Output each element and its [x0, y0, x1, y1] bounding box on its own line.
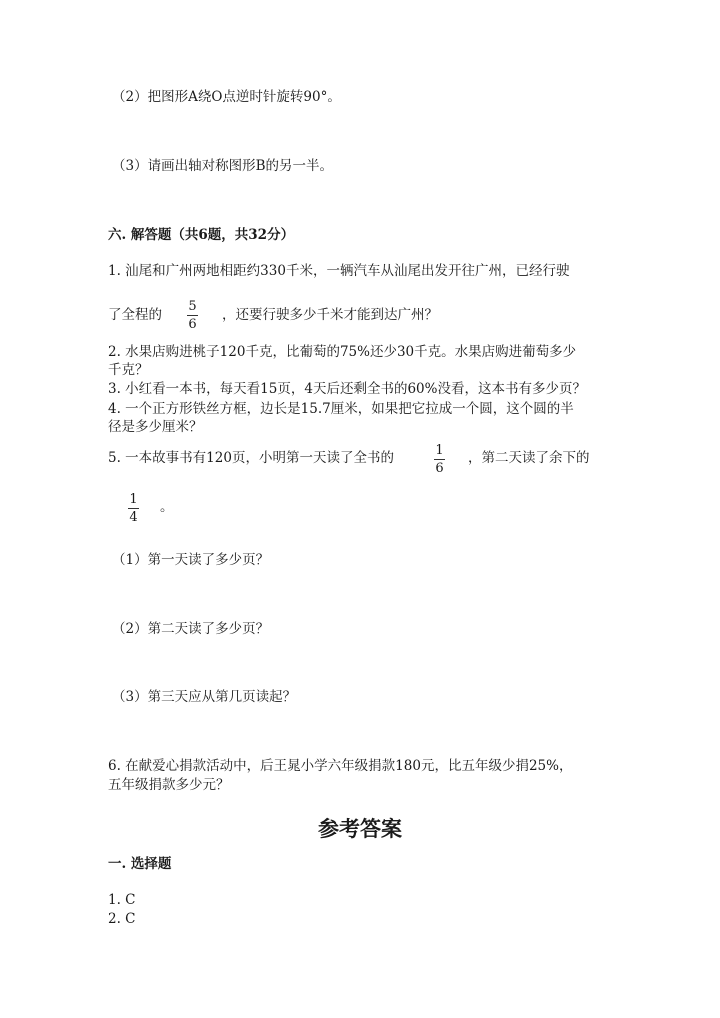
problem-5-line2b: 。: [160, 499, 174, 515]
problem-2-line1: 2. 水果店购进桃子120千克，比葡萄的75%还少30千克。水果店购进葡萄多少: [108, 344, 577, 360]
fraction-denominator: 4: [129, 510, 138, 525]
q5-3: （3）请画出轴对称图形B的另一半。: [112, 158, 334, 174]
problem-5-line1a: 5. 一本故事书有120页，小明第一天读了全书的: [108, 450, 394, 466]
fraction-denominator: 6: [435, 461, 444, 476]
answer-item-1: 1. C: [108, 892, 136, 908]
q5-2: （2）把图形A绕O点逆时针旋转90°。: [112, 89, 341, 105]
fraction-denominator: 6: [188, 317, 197, 332]
problem-5-line1b: ，第二天读了余下的: [468, 450, 590, 466]
problem-6-line1: 6. 在献爱心捐款活动中，后王晁小学六年级捐款180元，比五年级少捐25%，: [108, 758, 573, 774]
problem-3: 3. 小红看一本书，每天看15页，4天后还剩全书的60%没看，这本书有多少页？: [108, 381, 586, 397]
answer-section-1: 一. 选择题: [108, 856, 172, 872]
fraction-bar: [187, 315, 198, 316]
fraction-1-6: [434, 443, 445, 476]
problem-5-sub1: （1）第一天读了多少页？: [112, 552, 270, 568]
answer-item-2: 2. C: [108, 911, 136, 927]
fraction-numerator: 1: [129, 492, 138, 507]
problem-5-sub3: （3）第三天应从第几页读起？: [112, 689, 297, 705]
section-heading-6: 六. 解答题（共6题，共32分）: [108, 227, 295, 243]
problem-2-line2: 千克？: [108, 362, 149, 378]
fraction-bar: [128, 508, 139, 509]
problem-1-line2a: 了全程的: [108, 307, 162, 323]
problem-4-line1: 4. 一个正方形铁丝方框，边长是15.7厘米，如果把它拉成一个圆，这个圆的半: [108, 401, 574, 417]
fraction-bar: [434, 459, 445, 460]
fraction-5-6: [187, 299, 198, 332]
problem-4-line2: 径是多少厘米？: [108, 419, 203, 435]
problem-5-sub2: （2）第二天读了多少页？: [112, 621, 270, 637]
problem-1-line2b: ，还要行驶多少千米才能到达广州？: [222, 307, 438, 323]
fraction-1-4: [128, 492, 139, 525]
fraction-numerator: 5: [188, 299, 197, 314]
fraction-numerator: 1: [435, 443, 444, 458]
problem-1-line1: 1. 汕尾和广州两地相距约330千米，一辆汽车从汕尾出发开往广州，已经行驶: [108, 263, 570, 279]
problem-6-line2: 五年级捐款多少元？: [108, 777, 230, 793]
answer-title: 参考答案: [318, 816, 402, 841]
